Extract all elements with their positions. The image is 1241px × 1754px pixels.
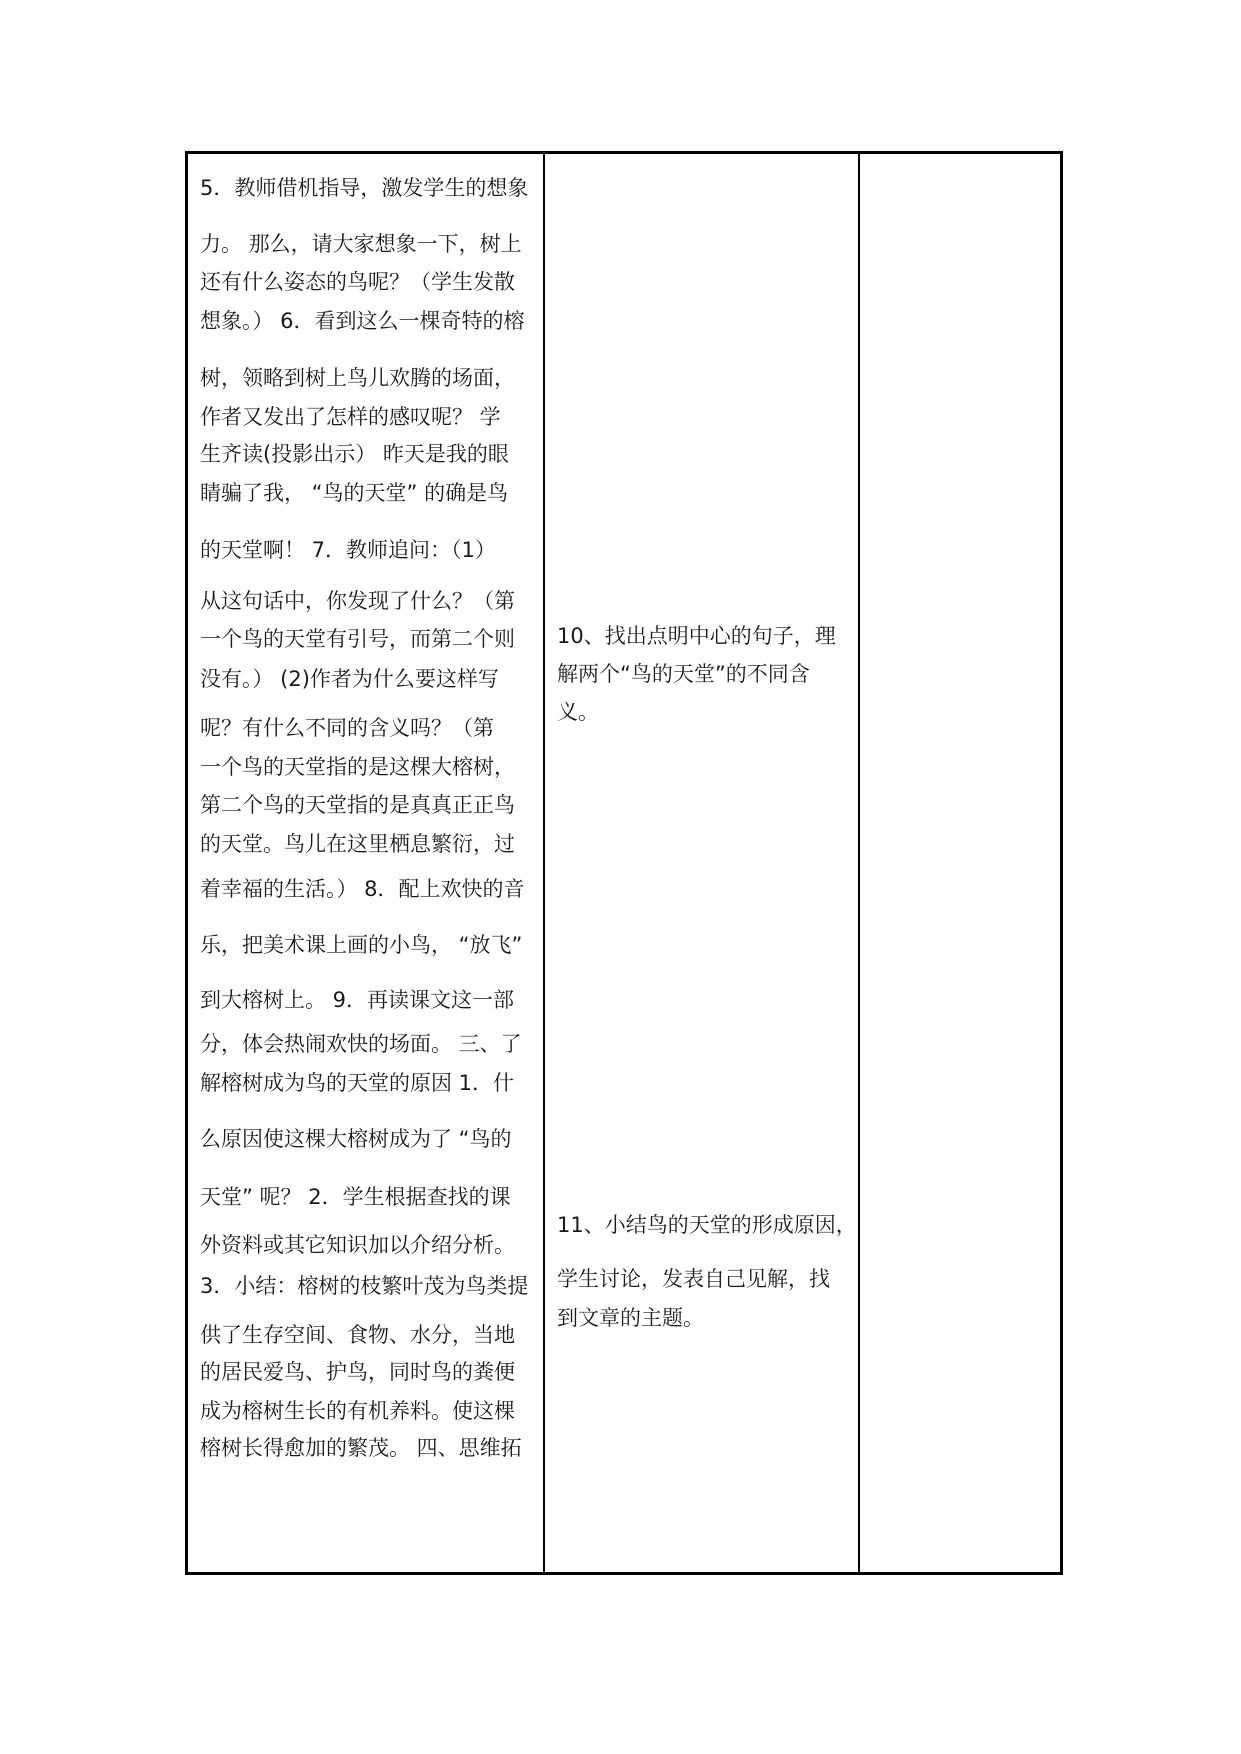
text-line: 睛骗了我， “鸟的天堂” 的确是鸟 [200, 481, 509, 505]
text-line: 外资料或其它知识加以介绍分析。 [200, 1233, 515, 1257]
text-line: 的天堂。鸟儿在这里栖息繁衍，过 [200, 832, 515, 856]
text-line: 一个鸟的天堂有引号，而第二个则 [200, 627, 515, 651]
text-line: 10、找出点明中心的句子，理 [557, 624, 836, 648]
text-line: 还有什么姿态的鸟呢？（学生发散 [200, 270, 515, 294]
text-line: 么原因使这棵大榕树成为了 “鸟的 [200, 1127, 512, 1151]
text-line: 想象。） 6．看到这么一棵奇特的榕 [200, 309, 525, 333]
text-line: 生齐读(投影出示） 昨天是我的眼 [200, 442, 509, 466]
text-line: 着幸福的生活。） 8．配上欢快的音 [200, 877, 525, 901]
text-line: 第二个鸟的天堂指的是真真正正鸟 [200, 793, 515, 817]
text-line: 11、小结鸟的天堂的形成原因， [557, 1213, 857, 1237]
text-line: 义。 [557, 700, 599, 724]
text-line: 作者又发出了怎样的感叹呢？ 学 [200, 405, 501, 429]
text-line: 分，体会热闹欢快的场面。 三、了 [200, 1032, 522, 1056]
text-line: 呢？有什么不同的含义吗？（第 [200, 716, 494, 740]
notes-column [860, 154, 1060, 1572]
text-line: 树，领略到树上鸟儿欢腾的场面， [200, 366, 515, 390]
text-line: 天堂” 呢？ 2．学生根据查找的课 [200, 1185, 511, 1209]
teaching-process-column [188, 154, 545, 1572]
text-line: 3．小结：榕树的枝繁叶茂为鸟类提 [200, 1274, 529, 1298]
text-line: 解两个“鸟的天堂”的不同含 [557, 662, 810, 686]
text-line: 5．教师借机指导，激发学生的想象 [200, 176, 529, 200]
lesson-plan-table [185, 151, 1063, 1575]
text-line: 没有。） (2)作者为什么要这样写 [200, 667, 499, 691]
text-line: 的居民爱鸟、护鸟，同时鸟的粪便 [200, 1360, 515, 1384]
text-line: 的天堂啊！ 7．教师追问：（1） [200, 538, 496, 562]
text-line: 从这句话中，你发现了什么？（第 [200, 589, 515, 613]
text-line: 到文章的主题。 [557, 1306, 704, 1330]
text-line: 一个鸟的天堂指的是这棵大榕树， [200, 755, 515, 779]
text-line: 学生讨论，发表自己见解，找 [557, 1267, 830, 1291]
text-line: 乐，把美术课上画的小鸟， “放飞” [200, 933, 523, 957]
text-line: 成为榕树生长的有机养料。使这棵 [200, 1399, 515, 1423]
text-line: 榕树长得愈加的繁茂。 四、思维拓 [200, 1436, 522, 1460]
student-activity-column [545, 154, 860, 1572]
text-line: 供了生存空间、食物、水分，当地 [200, 1323, 515, 1347]
text-line: 力。 那么，请大家想象一下，树上 [200, 232, 522, 256]
text-line: 到大榕树上。 9．再读课文这一部 [200, 988, 515, 1012]
text-line: 解榕树成为鸟的天堂的原因 1．什 [200, 1071, 515, 1095]
